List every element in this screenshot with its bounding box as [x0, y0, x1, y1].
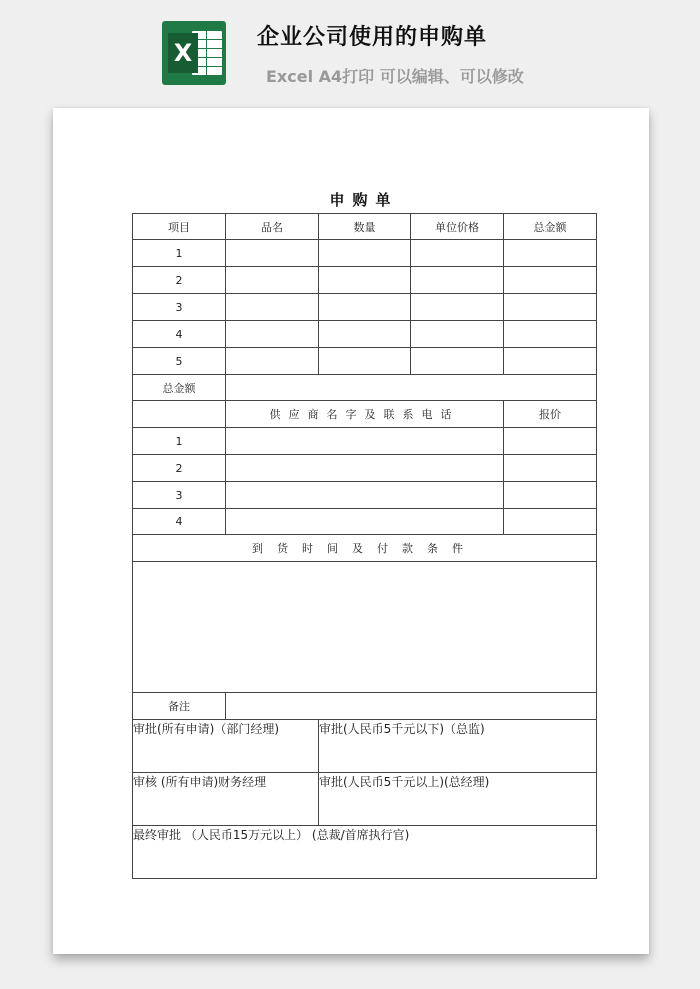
product-cell[interactable]: [226, 294, 319, 321]
row-number: 5: [133, 348, 226, 375]
quantity-cell[interactable]: [319, 348, 411, 375]
supplier-row: [133, 482, 597, 509]
finance-manager-review[interactable]: 审核 (所有申请)财务经理: [133, 773, 319, 826]
row-number: 3: [133, 294, 226, 321]
supplier-cell[interactable]: [226, 482, 504, 509]
quantity-cell[interactable]: [319, 321, 411, 348]
remarks-row: [133, 693, 597, 720]
total-cell[interactable]: [504, 240, 597, 267]
row-number: 1: [133, 428, 226, 455]
supplier-row: [133, 428, 597, 455]
quote-cell[interactable]: [504, 428, 597, 455]
supplier-cell[interactable]: [226, 509, 504, 535]
unit-price-cell[interactable]: [411, 348, 504, 375]
table-row: [133, 348, 597, 375]
table-row: [133, 294, 597, 321]
general-manager-approval[interactable]: 审批(人民币5千元以上)(总经理): [319, 773, 597, 826]
form-title: 申购单: [329, 191, 399, 209]
col-header-quantity: 数量: [319, 214, 411, 240]
product-cell[interactable]: [226, 348, 319, 375]
product-cell[interactable]: [226, 321, 319, 348]
total-row: [133, 375, 597, 401]
supplier-cell[interactable]: [226, 455, 504, 482]
supplier-cell[interactable]: [226, 428, 504, 455]
table-row: [133, 321, 597, 348]
unit-price-cell[interactable]: [411, 294, 504, 321]
page-header: [0, 0, 700, 100]
total-cell[interactable]: [504, 348, 597, 375]
delivery-header-row: [133, 535, 597, 562]
unit-price-cell[interactable]: [411, 240, 504, 267]
row-number: 2: [133, 455, 226, 482]
table-row: [133, 267, 597, 294]
supplier-row: [133, 509, 597, 535]
quote-header: 报价: [504, 401, 597, 428]
quantity-cell[interactable]: [319, 240, 411, 267]
quote-cell[interactable]: [504, 482, 597, 509]
final-approval[interactable]: 最终审批 （人民币15万元以上） (总裁/首席执行官): [133, 826, 597, 879]
approval-row-2: [133, 773, 597, 826]
approval-row-1: [133, 720, 597, 773]
page-subtitle: Excel A4打印 可以编辑、可以修改: [266, 67, 524, 86]
row-number: 4: [133, 509, 226, 535]
col-header-total: 总金额: [504, 214, 597, 240]
director-approval[interactable]: 审批(人民币5千元以下)（总监): [319, 720, 597, 773]
row-number: 4: [133, 321, 226, 348]
supplier-row: [133, 455, 597, 482]
total-amount-label: 总金额: [133, 375, 226, 401]
total-cell[interactable]: [504, 267, 597, 294]
row-number: 1: [133, 240, 226, 267]
row-number: 2: [133, 267, 226, 294]
product-cell[interactable]: [226, 267, 319, 294]
product-cell[interactable]: [226, 240, 319, 267]
delivery-content-row: [133, 562, 597, 693]
remarks-label: 备注: [133, 693, 226, 720]
total-cell[interactable]: [504, 294, 597, 321]
delivery-payment-cell[interactable]: [133, 562, 597, 693]
col-header-unit-price: 单位价格: [411, 214, 504, 240]
dept-manager-approval[interactable]: 审批(所有申请)（部门经理): [133, 720, 319, 773]
quote-cell[interactable]: [504, 509, 597, 535]
col-header-item: 项目: [133, 214, 226, 240]
row-number: 3: [133, 482, 226, 509]
approval-row-3: [133, 826, 597, 879]
table-row: [133, 240, 597, 267]
purchase-request-table: [132, 213, 597, 879]
unit-price-cell[interactable]: [411, 321, 504, 348]
quantity-cell[interactable]: [319, 294, 411, 321]
remarks-cell[interactable]: [226, 693, 597, 720]
header-row: [133, 214, 597, 240]
supplier-header: 供应商名字及联系电话: [226, 401, 504, 428]
page-title: 企业公司使用的申购单: [257, 25, 488, 50]
unit-price-cell[interactable]: [411, 267, 504, 294]
supplier-blank-cell: [133, 401, 226, 428]
col-header-product: 品名: [226, 214, 319, 240]
total-amount-cell[interactable]: [226, 375, 597, 401]
supplier-header-row: [133, 401, 597, 428]
delivery-payment-header: 到货时间及付款条件: [133, 535, 597, 562]
excel-icon: X: [162, 21, 226, 85]
total-cell[interactable]: [504, 321, 597, 348]
quantity-cell[interactable]: [319, 267, 411, 294]
quote-cell[interactable]: [504, 455, 597, 482]
